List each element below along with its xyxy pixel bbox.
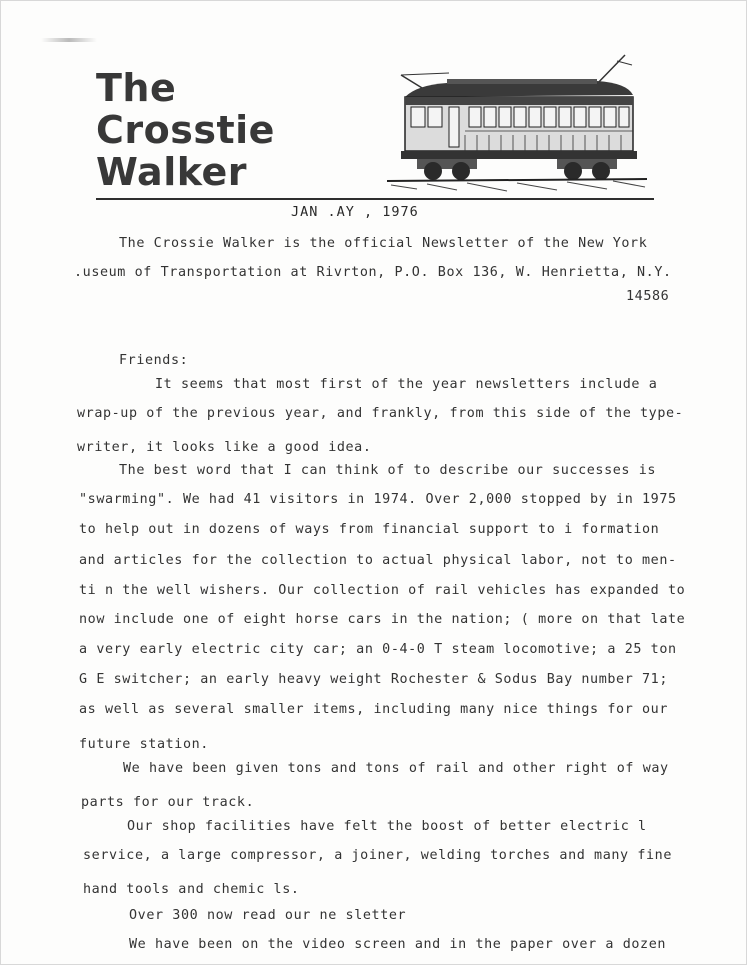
- intro-line-2: .useum of Transportation at Rivrton, P.O. Box 136, W. Henrietta, N.Y.: [74, 265, 672, 280]
- body-line: wrap-up of the previous year, and frankly, from this side of the type-: [77, 406, 684, 421]
- body-line: parts for our track.: [81, 795, 255, 810]
- body-line: to help out in dozens of ways from financial support to i formation: [79, 522, 660, 537]
- body-line: as well as several smaller items, including many nice things for our: [79, 702, 669, 717]
- masthead-title-line-3: Walker: [96, 150, 247, 194]
- salutation: Friends:: [119, 353, 189, 368]
- paper-smudge: [41, 38, 97, 42]
- body-line: writer, it looks like a good idea.: [77, 440, 372, 455]
- masthead-title-line-1: The: [96, 66, 177, 110]
- body-line: now include one of eight horse cars in the nation; ( more on that late: [79, 612, 686, 627]
- body-line: G E switcher; an early heavy weight Rochester & Sodus Bay number 71;: [79, 672, 669, 687]
- body-line: and articles for the collection to actual physical labor, not to men-: [79, 553, 677, 568]
- body-line: Over 300 now read our ne sletter: [129, 908, 407, 923]
- masthead-title-line-2: Crosstie: [96, 108, 275, 152]
- body-line: We have been on the video screen and in the paper over a dozen: [129, 937, 667, 952]
- body-line: The best word that I can think of to describe our successes is: [119, 463, 657, 478]
- intro-line-1: The Crossie Walker is the official Newsletter of the New York: [119, 236, 648, 251]
- issue-date: JAN .AY , 1976: [291, 204, 419, 220]
- masthead-rule: [96, 198, 654, 200]
- body-line: hand tools and chemic ls.: [83, 882, 300, 897]
- masthead-title: [96, 67, 275, 193]
- intro-line-3: 14586: [626, 289, 670, 304]
- body-line: ti n the well wishers. Our collection of rail vehicles has expanded to: [79, 583, 686, 598]
- body-line: a very early electric city car; an 0-4-0 T steam locomotive; a 25 ton: [79, 642, 677, 657]
- trolley-car-illustration: [387, 51, 647, 193]
- body-line: We have been given tons and tons of rail and other right of way: [123, 761, 669, 776]
- body-line: "swarming". We had 41 visitors in 1974. Over 2,000 stopped by in 1975: [79, 492, 677, 507]
- body-line: Our shop facilities have felt the boost of better electric l: [127, 819, 647, 834]
- body-line: service, a large compressor, a joiner, welding torches and many fine: [83, 848, 673, 863]
- body-line: It seems that most first of the year newsletters include a: [155, 377, 658, 392]
- body-line: future station.: [79, 737, 209, 752]
